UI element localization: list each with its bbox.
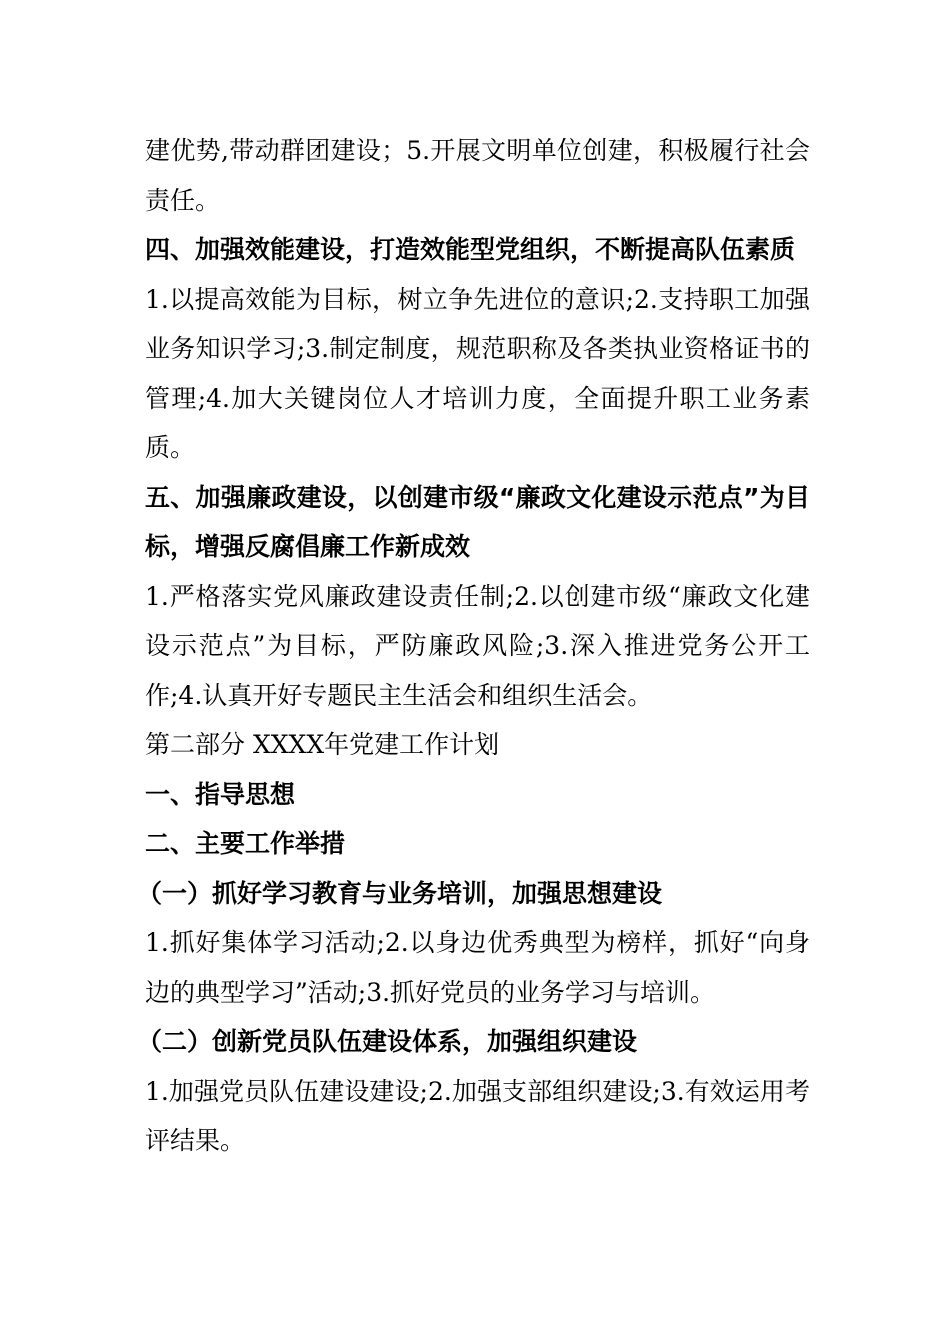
paragraph-organization: 1.加强党员队伍建设建设;2.加强支部组织建设;3.有效运用考评结果。 [145,1076,810,1155]
paragraph-efficiency: 1.以提高效能为目标，树立争先进位的意识;2.支持职工加强业务知识学习;3.制定制度，规范职称及各类执业资格证书的管理;4.加大关键岗位人才培训力度，全面提升职工业务素质。 [145,284,810,462]
subheading-study-training: （一）抓好学习教育与业务培训，加强思想建设 [137,878,663,908]
paragraph-integrity: 1.严格落实党风廉政建设责任制;2.以创建市级“廉政文化建设示范点”为目标，严防廉政风险;3.深入推进党务公开工作;4.认真开好专题民主生活会和组织生活会。 [145,581,810,710]
heading-guiding-thought: 一、指导思想 [145,779,296,809]
document-body [137,126,810,1166]
section-heading-5: 五、加强廉政建设，以创建市级“廉政文化建设示范点”为目标，增强反腐倡廉工作新成效 [145,482,810,561]
subheading-organization: （二）创新党员队伍建设体系，加强组织建设 [137,1027,638,1056]
paragraph-continuation: 建优势,带动群团建设；5.开展文明单位创建，积极履行社会责任。 [145,136,810,215]
part-two-title: 第二部分 XXXX年党建工作计划 [145,730,500,759]
paragraph-study-training: 1.抓好集体学习活动;2.以身边优秀典型为榜样，抓好“向身边的典型学习”活动;3.抓好党员的业务学习与培训。 [145,928,810,1007]
heading-main-measures: 二、主要工作举措 [145,829,346,858]
section-heading-4: 四、加强效能建设，打造效能型党组织，不断提高队伍素质 [145,235,796,264]
